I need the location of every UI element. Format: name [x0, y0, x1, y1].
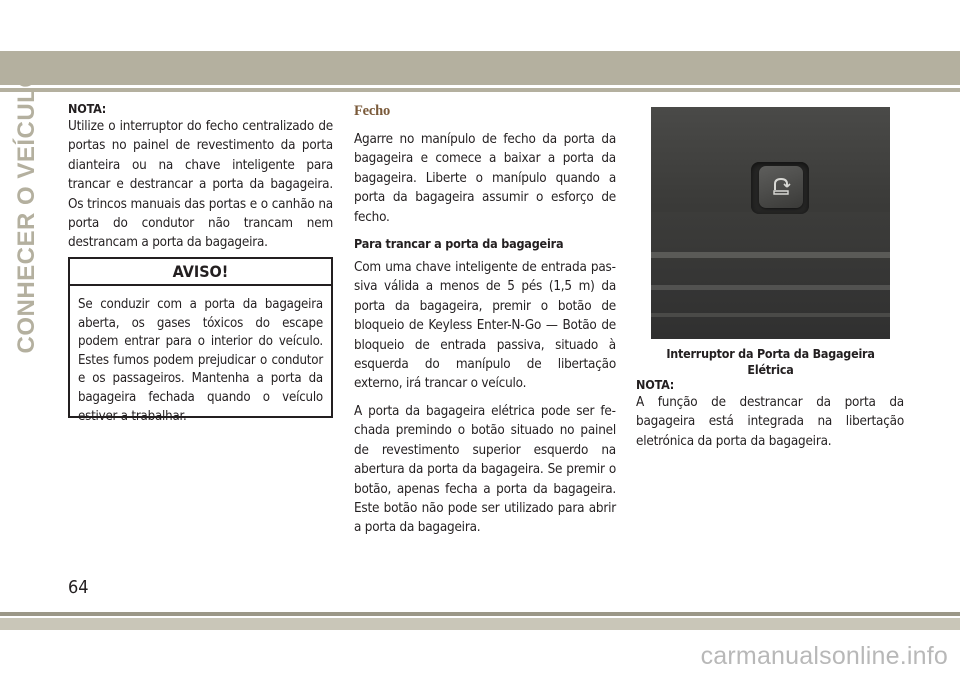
- lock-paragraph: Com uma chave inteligente de entrada passiva válida a menos de 5 pés (1,5 m) da porta da bagageira, premir o botão de bloqueio de Keyless Enter-N-Go — Botão de bloqueio de entrada passiva, situado à esquerda do manípulo de libertação externo, irá trancar o veículo.: [354, 260, 616, 392]
- liftgate-switch-button: [759, 166, 803, 208]
- watermark-text: carmanualsonline.info: [700, 642, 948, 670]
- note-block-right: [636, 376, 904, 459]
- warning-title: AVISO!: [70, 259, 331, 286]
- closing-paragraph: Agarre no manípulo de fecho da porta da bagageira e comece a baixar a porta da bagageira. Liberte o manípulo quando a porta da bagageira assumir o esforço de fecho.: [354, 132, 616, 225]
- top-header-rule: [0, 88, 960, 92]
- note-text: Utilize o interruptor do fecho centralizado de portas no painel de revestimento da porta dianteira ou na chave inteligente para trancar e destrancar a porta da bagageira. Os trincos manuais das portas e o canhão na porta do condutor não trancam nem destrancam a porta da bagageira.: [68, 119, 333, 251]
- top-header-band: [0, 51, 960, 85]
- page-number: 64: [68, 577, 89, 598]
- subheading-lock: Para trancar a porta da bagageira: [354, 236, 564, 252]
- bottom-band: [0, 618, 960, 630]
- photo-caption: Interruptor da Porta da Bagageira Elétrica: [666, 346, 875, 377]
- bottom-rule: [0, 612, 960, 616]
- liftgate-switch-icon: [771, 176, 791, 198]
- liftgate-switch-photo: [651, 107, 890, 339]
- warning-text: Se conduzir com a porta da bagageira aberta, os gases tóxicos do escape podem entrar para o interior do veículo. Estes fumos podem prejudicar o condutor e os passageiros. Mantenha a porta da bagageira fechada quando o veículo estiver a trabalhar.: [78, 297, 323, 424]
- column-middle: [354, 100, 616, 546]
- note-title-right: NOTA:: [636, 377, 675, 392]
- section-side-label: [4, 67, 50, 354]
- section-side-label-text: CONHECER O VEÍCULO: [13, 67, 40, 354]
- note-text-right: A função de destrancar da porta da bagageira está integrada na libertação eletrónica da porta da bagageira.: [636, 395, 904, 449]
- power-liftgate-paragraph: A porta da bagageira elétrica pode ser fechada premindo o botão situado no painel de revestimento superior esquerdo na abertura da porta da bagageira. Se premir o botão, apenas fecha a porta da bagageira. Este botão não pode ser utilizado para abrir a porta da bagageira.: [354, 403, 616, 536]
- note-title: NOTA:: [68, 101, 107, 116]
- warning-box: [68, 257, 333, 424]
- section-heading: Fecho: [354, 103, 391, 119]
- column-left: [68, 100, 333, 261]
